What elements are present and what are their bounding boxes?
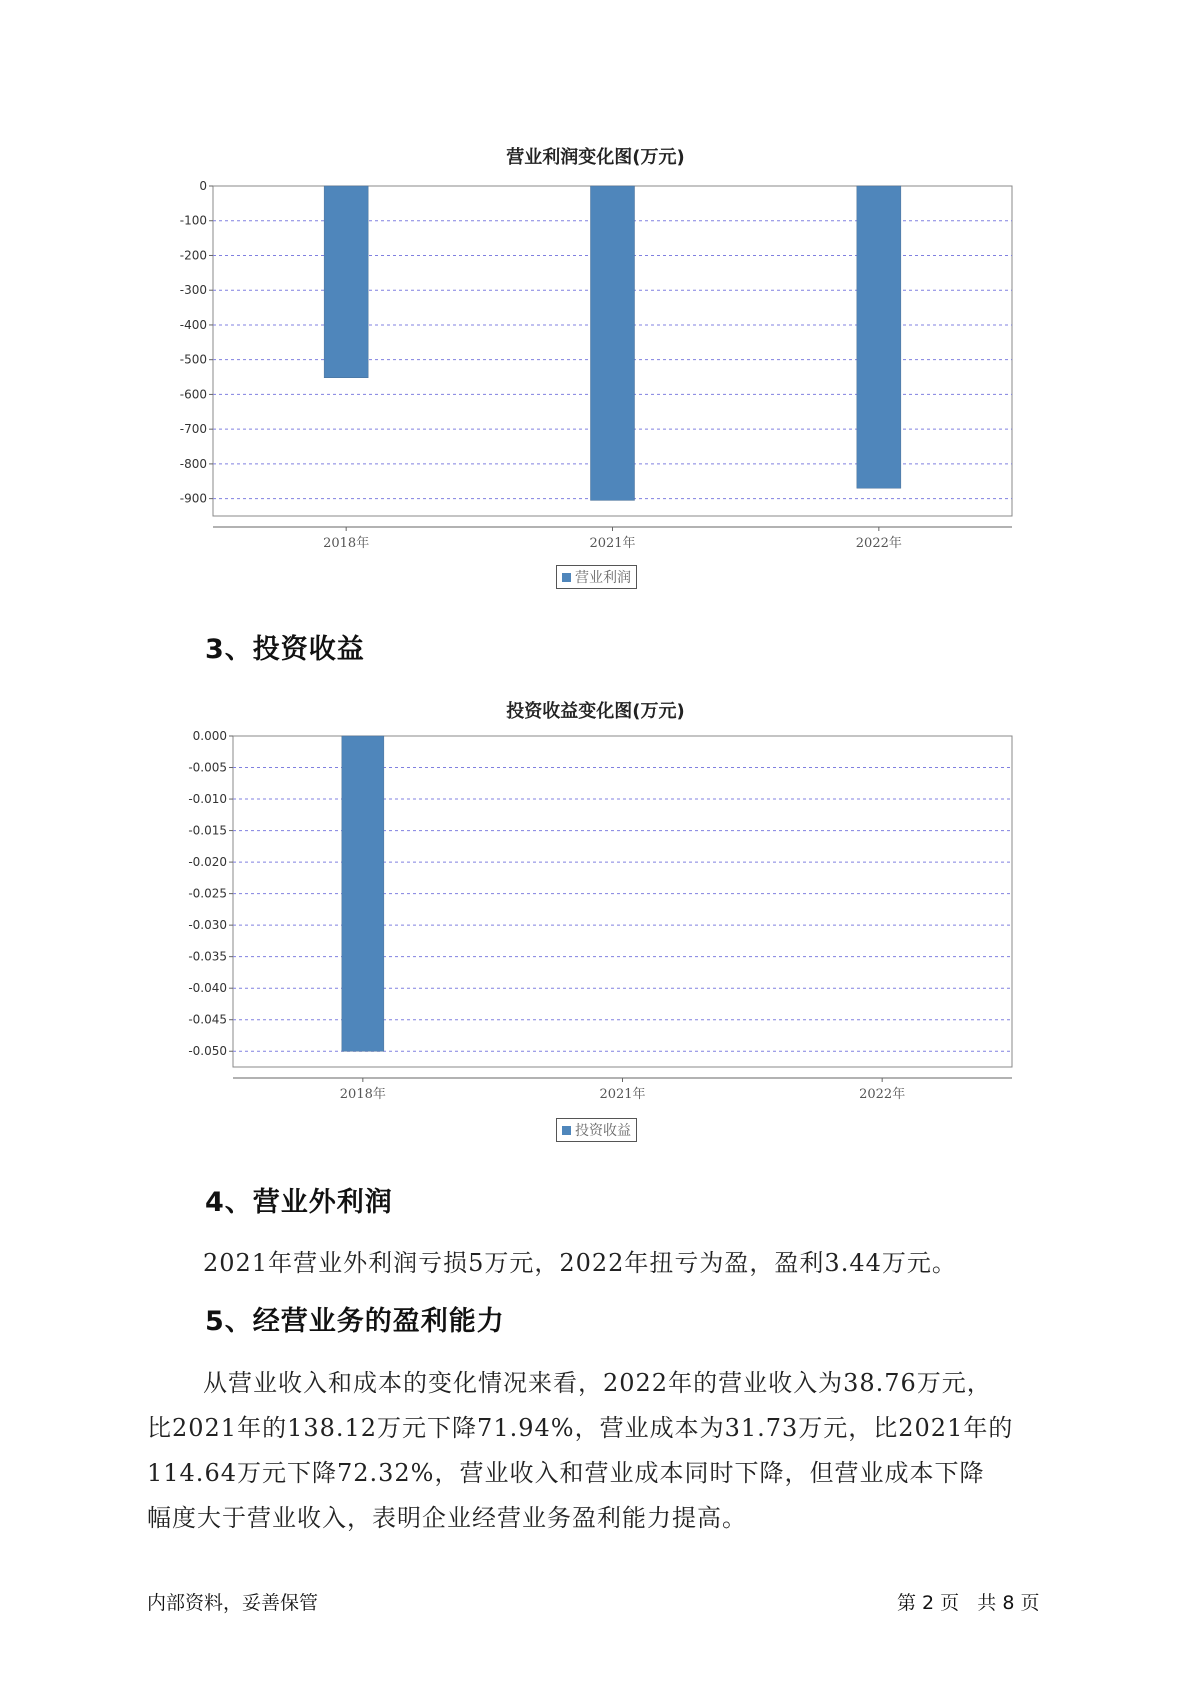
x-category-label: 2018年 [339, 1087, 386, 1102]
legend-swatch [562, 1126, 571, 1135]
footer-page-number: 第 2 页 共 8 页 [897, 1592, 1040, 1614]
profitability-line-4: 幅度大于营业收入，表明企业经营业务盈利能力提高。 [147, 1504, 747, 1532]
y-tick-label: -0.010 [188, 792, 227, 807]
y-tick-label: -0.035 [188, 949, 227, 964]
x-category-label: 2018年 [323, 536, 370, 551]
x-category-label: 2022年 [859, 1087, 906, 1102]
chart2-legend-label: 投资收益 [575, 1123, 631, 1139]
y-tick-label: -100 [179, 213, 207, 228]
non-operating-profit-text: 2021年营业外利润亏损5万元，2022年扭亏为盈，盈利3.44万元。 [203, 1249, 957, 1277]
footer-confidential: 内部资料，妥善保管 [147, 1592, 319, 1614]
heading-profitability: 5、经营业务的盈利能力 [205, 1306, 505, 1337]
legend-swatch [562, 573, 571, 582]
y-tick-label: 0.000 [192, 729, 227, 743]
y-tick-label: -700 [179, 422, 207, 437]
y-tick-label: -200 [179, 248, 207, 263]
y-tick-label: -400 [179, 317, 207, 332]
x-category-label: 2021年 [599, 1087, 646, 1102]
chart1-legend-label: 营业利润 [575, 570, 631, 586]
heading-investment-income: 3、投资收益 [205, 634, 365, 665]
y-tick-label: -0.045 [188, 1012, 227, 1027]
y-tick-label: -900 [179, 491, 207, 506]
profitability-line-2: 比2021年的138.12万元下降71.94%，营业成本为31.73万元，比2021年的 [147, 1414, 1014, 1442]
bar-2018年 [342, 736, 384, 1051]
y-tick-label: -0.015 [188, 823, 227, 838]
y-tick-label: 0 [199, 179, 207, 193]
chart1-legend [556, 565, 637, 589]
chart2-legend [556, 1118, 637, 1142]
chart1-title: 营业利润变化图(万元) [506, 147, 685, 168]
y-tick-label: -0.030 [188, 918, 227, 933]
x-category-label: 2022年 [855, 536, 902, 551]
chart2-title: 投资收益变化图(万元) [506, 701, 685, 722]
y-tick-label: -600 [179, 387, 207, 402]
y-tick-label: -0.020 [188, 855, 227, 870]
y-tick-label: -0.040 [188, 981, 227, 996]
y-tick-label: -800 [179, 456, 207, 471]
y-tick-label: -0.005 [188, 760, 227, 775]
y-tick-label: -300 [179, 283, 207, 298]
x-category-label: 2021年 [589, 536, 636, 551]
y-tick-label: -0.025 [188, 886, 227, 901]
profitability-line-1: 从营业收入和成本的变化情况来看，2022年的营业收入为38.76万元， [203, 1369, 992, 1397]
profitability-line-3: 114.64万元下降72.32%，营业收入和营业成本同时下降，但营业成本下降 [147, 1459, 985, 1487]
y-tick-label: -500 [179, 352, 207, 367]
y-tick-label: -0.050 [188, 1044, 227, 1059]
heading-non-operating-profit: 4、营业外利润 [205, 1187, 393, 1218]
